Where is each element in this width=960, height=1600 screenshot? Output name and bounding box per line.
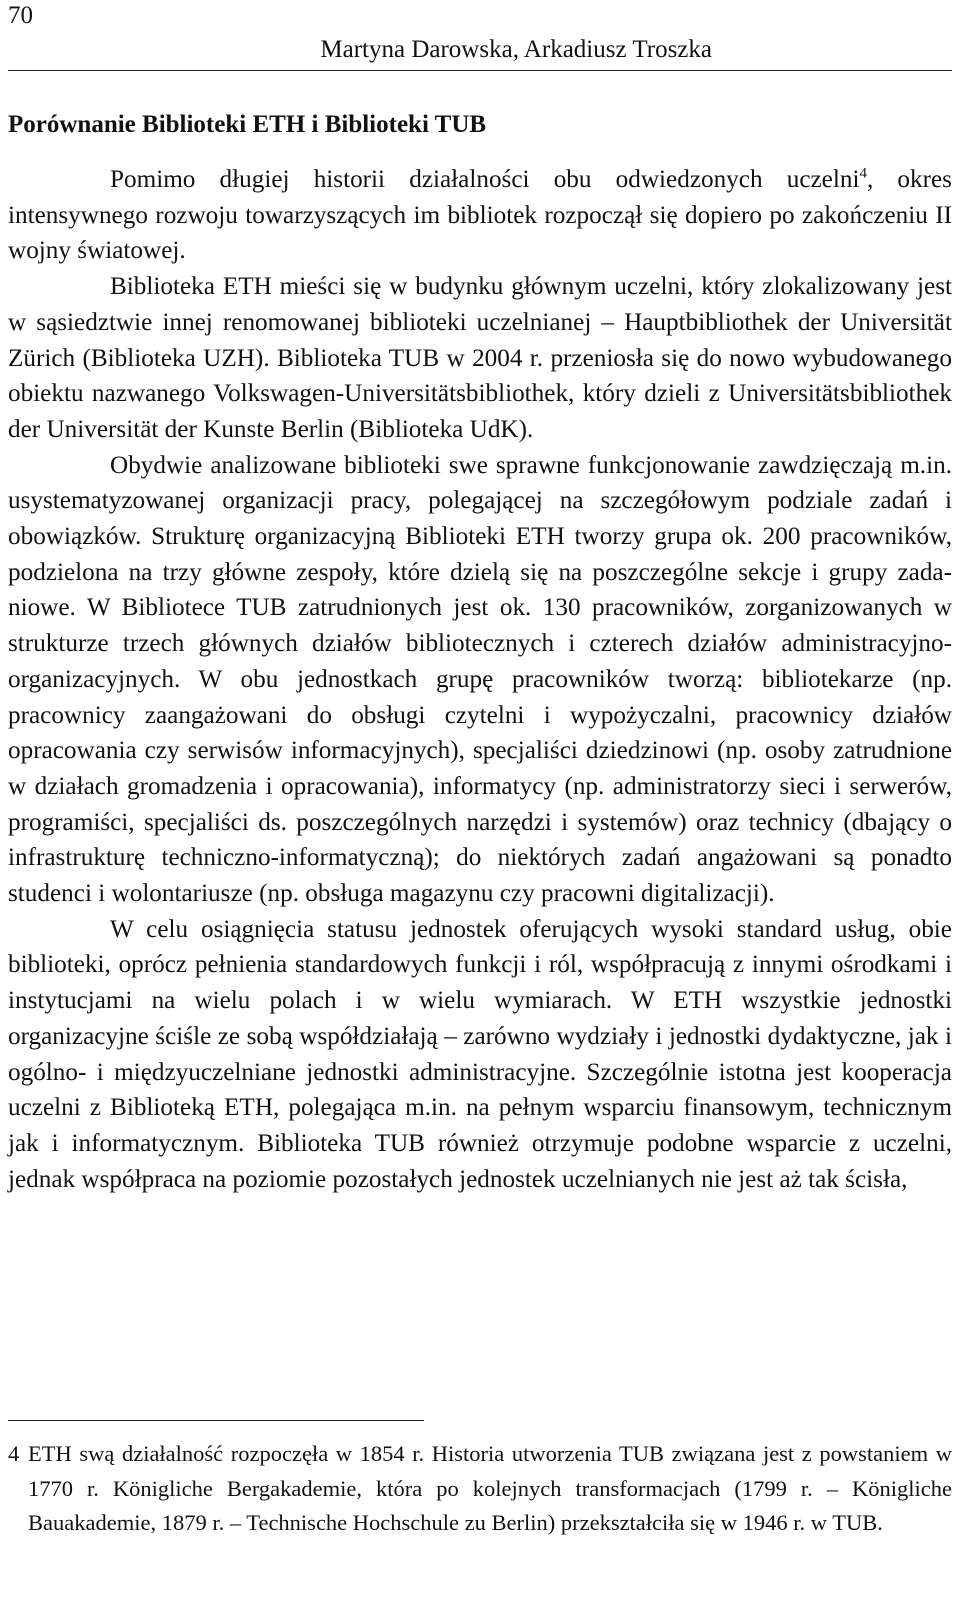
footnote-number: 4 bbox=[8, 1441, 20, 1466]
footnote-body bbox=[8, 1437, 952, 1541]
paragraph-1 bbox=[8, 162, 952, 269]
paragraph-1-end: , okres intensywnego rozwoju towarzyszących im bibliotek rozpoczął się dopiero po zakończeniu II wojny światowej. bbox=[8, 166, 952, 265]
page-number: 70 bbox=[8, 2, 33, 29]
running-head: Martyna Darowska, Arkadiusz Troszka bbox=[320, 36, 712, 63]
body-text bbox=[8, 162, 952, 1197]
header-rule bbox=[8, 70, 952, 71]
footnote-reference[interactable]: 4 bbox=[859, 165, 867, 182]
paragraph-2: Biblioteka ETH mieści się w budynku głównym uczelni, który zlokalizowany jest w sąsiedztwie innej renomowanej biblioteki uczelnianej – Hauptbibliothek der Universität Zürich (Biblioteka UZH). Biblioteka TUB w 2004 r. przeniosła się do nowo wybudowanego obiektu nazwanego Volkswagen-Universitätsbibliothek, który dzieli z Universitätsbibliothek der Universität der Kunste Berlin (Biblioteka UdK). bbox=[8, 273, 952, 443]
footnote-text: ETH swą działalność rozpoczęła w 1854 r. Historia utworzenia TUB związana jest z powstaniem w 1770 r. Königliche Bergakademie, która po kolejnych transformacjach (1799 r. – Königliche Bauakademie, 1879 r. – Technische Hochschule zu Berlin) przekształciła się w 1946 r. w TUB. bbox=[28, 1441, 952, 1535]
paragraph-3: Obydwie analizowane biblioteki swe sprawne funkcjonowanie zawdzięczają m.in. usystematyzowanej organizacji pracy, polegającej na szczegółowym podziale zadań i obowiązków. Strukturę organizacyjną Biblioteki ETH tworzy grupa ok. 200 pracowników, podzielona na trzy główne zespoły, które dzielą się na poszczególne sekcje i grupy zadaniowe. W Bibliotece TUB zatrudnionych jest ok. 130 pracowników, zorganizowanych w strukturze trzech głównych działów bibliotecznych i czterech działów administracyjno-organizacyjnych. W obu jednostkach grupę pracowników tworzą: bibliotekarze (np. pracownicy zaangażowani do obsługi czytelni i wypożyczalni, pracownicy działów opracowania czy serwisów informacyjnych), specjaliści dziedzinowi (np. osoby zatrudnione w działach gromadzenia i opracowania), informatycy (np. administratorzy sieci i serwerów, programiści, specjaliści ds. poszczególnych narzędzi i systemów) oraz technicy (dbający o infrastrukturę techniczno-informatyczną); do niektórych zadań angażowani są ponadto studenci i wolontariusze (np. obsługa magazynu czy pracowni digitalizacji). bbox=[8, 451, 952, 908]
footnote-rule bbox=[8, 1420, 424, 1421]
section-title: Porównanie Biblioteki ETH i Biblioteki TUB bbox=[8, 111, 487, 138]
paragraph-1-start: Pomimo długiej historii działalności obu odwiedzonych uczelni bbox=[110, 166, 860, 193]
paragraph-4: W celu osiągnięcia statusu jednostek oferujących wysoki standard usług, obie biblioteki, oprócz pełnienia standardowych funkcji i ról, współpracują z innymi ośrodkami i instytucjami na wielu polach i w wielu wymiarach. W ETH wszystkie jednostki organizacyjne ściśle ze sobą współdziałają – zarówno wydziały i jednostki dydaktyczne, jak i ogólno- i międzyuczelniane jednostki administracyjne. Szczególnie istotna jest kooperacja uczelni z Biblioteką ETH, polegająca m.in. na pełnym wsparciu finansowym, technicznym jak i informatycznym. Biblioteka TUB również otrzymuje podobne wsparcie z uczelni, jednak współpraca na poziomie pozostałych jednostek uczelnianych nie jest aż tak ścisła, bbox=[8, 915, 952, 1193]
footnote bbox=[8, 1437, 952, 1541]
